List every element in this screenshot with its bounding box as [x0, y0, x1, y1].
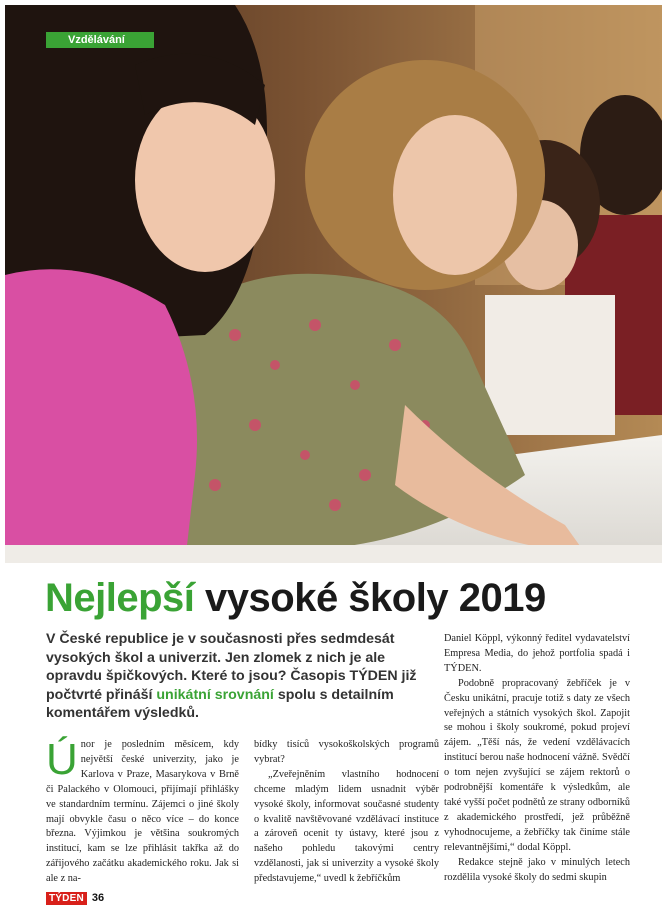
- hero-photo: [5, 5, 662, 563]
- body-paragraph: bídky tisíců vysokoškolských programů vybrat?: [254, 739, 439, 765]
- headline-rest: vysoké školy 2019: [205, 576, 546, 620]
- body-paragraph: „Zveřejněním vlastního hodnocení chceme mladým lidem usnadnit výběr vysoké školy, informovat současné studenty o kvalitě navštěvované vzdělávací instituce a zároveň ocenit ty ústavy, které jsou z našeho pohledu takovými centry vzdělanosti, jak si univerzity a vysoké školy představujeme,“ uvedl k žebříčkům: [254, 768, 439, 885]
- lead-highlight: unikátní srovnání: [156, 686, 274, 703]
- body-paragraph: Daniel Köppl, výkonný ředitel vydavatelství Empresa Media, do jehož portfolia spadá i TÝDEN.: [444, 633, 630, 674]
- body-paragraph: Redakce stejně jako v minulých letech rozdělila vysoké školy do sedmi skupin: [444, 856, 630, 883]
- headline-highlight: Nejlepší: [45, 576, 195, 620]
- body-text: nor je posledním měsícem, kdy největší české univerzity, jako je Karlova v Praze, Masarykova v Brně či Palackého v Olomouci, přijímají přihlášky ve standardním termínu. Zájemci o jiné školy mají obvykle času o něco více – do konce března. Výjimkou je většina soukromých institucí, kam se lze přihlásit takřka až do zářijového začátku akademického roku. Jak si ale z na-: [46, 739, 239, 885]
- magazine-logo: TÝDEN: [46, 892, 87, 905]
- lead-paragraph: [46, 630, 441, 723]
- page-footer: [46, 890, 104, 906]
- lead-text-start: V České republice je v současnosti přes sedmdesát vysokých škol a univerzit. Jen zlomek z nich je ale opravdu špičkových. Které to jsou? Časopis TÝDEN již počtvrté přináší: [46, 631, 417, 703]
- article-column-3: [444, 632, 630, 885]
- lead-text-end: spolu s detailním komentářem výsledků.: [46, 686, 394, 721]
- body-paragraph: Podobně propracovaný žebříček je v Česku unikátní, pracuje totiž s daty ze všech veřejných a státních vysokých škol. Zapojit se mohou i školy soukromé, pokud projeví zájem. „Těší nás, že vedení vzdělávacích institucí berou naše hodnocení vážně. Svědčí o tom nejen zvyšující se zájem rektorů o podrobnější komentáře k výsledkům, ale také vyšší počet podnětů ze strany odborníků z akademického prostředí, jež průběžně vyhodnocujeme, a žebříčky tak činíme stále relevantnějšími,“ dodal Köppl.: [444, 677, 630, 853]
- article-column-1: [46, 735, 239, 887]
- article-column-2: [254, 738, 439, 887]
- drop-cap: Ú: [46, 735, 78, 784]
- page-number: 36: [91, 892, 105, 904]
- section-tag: Vzdělávání: [46, 32, 154, 48]
- headline: [45, 571, 665, 625]
- body-paragraph: [46, 735, 239, 887]
